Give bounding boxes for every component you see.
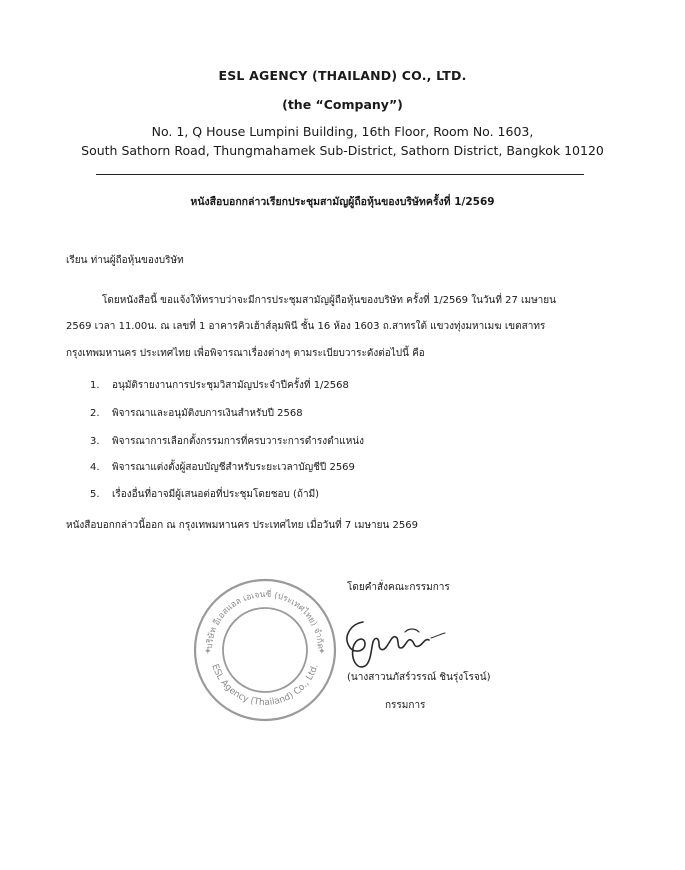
body-line-1: โดยหนังสือนี้ ขอแจ้งให้ทราบว่าจะมีการประชุมสามัญผู้ถือหุ้นของบริษัท ครั้งที่ 1/2569 ในวันที่ 27 เมษายน [102,295,556,306]
agenda-item-number: 5. [90,489,100,500]
body-line-2: 2569 เวลา 11.00น. ณ เลขที่ 1 อาคารคิวเฮ้าส์ลุมพินี ชั้น 16 ห้อง 1603 ถ.สาทรใต้ แขวงทุ่งมหาเมฆ เขตสาทร [66,321,546,332]
header-divider [96,174,584,175]
agenda-item-number: 2. [90,408,100,419]
agenda-item-text: อนุมัติรายงานการประชุมวิสามัญประจำปีครั้งที่ 1/2568 [112,380,349,391]
agenda-item-text: พิจารณาและอนุมัติงบการเงินสำหรับปี 2568 [112,408,303,419]
by-order-of-board: โดยคำสั่งคณะกรรมการ [347,582,450,593]
address-line-1: No. 1, Q House Lumpini Building, 16th Floor, Room No. 1603, [151,124,534,139]
closing-statement: หนังสือบอกกล่าวนี้ออก ณ กรุงเทพมหานคร ประเทศไทย เมื่อวันที่ 7 เมษายน 2569 [66,520,418,531]
signer-title: กรรมการ [385,700,426,711]
address-line-2: South Sathorn Road, Thungmahamek Sub-District, Sathorn District, Bangkok 10120 [81,143,604,158]
signer-name: (นางสาวนภัสร์วรรณ์ ชินรุ่งโรจน์) [347,672,491,683]
body-line-3: กรุงเทพมหานคร ประเทศไทย เพื่อพิจารณาเรื่องต่างๆ ตามระเบียบวาระดังต่อไปนี้ คือ [66,348,425,359]
seal-english-text: ESL Agency (Thailand) Co., Ltd. [209,662,321,709]
agenda-item [90,460,355,475]
agenda-item [90,434,364,449]
agenda-item-number: 1. [90,380,100,391]
company-seal-icon [190,575,340,725]
seal-star-right-icon: ✦ [318,647,326,657]
company-name: ESL AGENCY (THAILAND) CO., LTD. [218,68,467,83]
agenda-item-text: พิจารณาการเลือกตั้งกรรมการที่ครบวาระการดำรงตำแหน่ง [112,436,365,447]
salutation: เรียน ท่านผู้ถือหุ้นของบริษัท [66,255,184,266]
agenda-item [90,487,319,502]
notice-title: หนังสือบอกกล่าวเรียกประชุมสามัญผู้ถือหุ้นของบริษัทครั้งที่ 1/2569 [190,196,495,208]
agenda-item-text: เรื่องอื่นที่อาจมีผู้เสนอต่อที่ประชุมโดยชอบ (ถ้ามี) [112,489,320,500]
agenda-item-number: 3. [90,436,100,447]
seal-star-left-icon: ✦ [204,647,212,657]
agenda-item-text: พิจารณาแต่งตั้งผู้สอบบัญชีสำหรับระยะเวลาบัญชีปี 2569 [112,462,355,473]
seal-thai-text: บริษัท อีเอสแอล เอเจนซี่ (ประเทศไทย) จำกัด [204,589,326,650]
agenda-item [90,378,349,393]
agenda-item-number: 4. [90,462,100,473]
company-alias: (the “Company”) [282,97,403,112]
agenda-item [90,406,303,421]
signature-icon [335,612,455,674]
